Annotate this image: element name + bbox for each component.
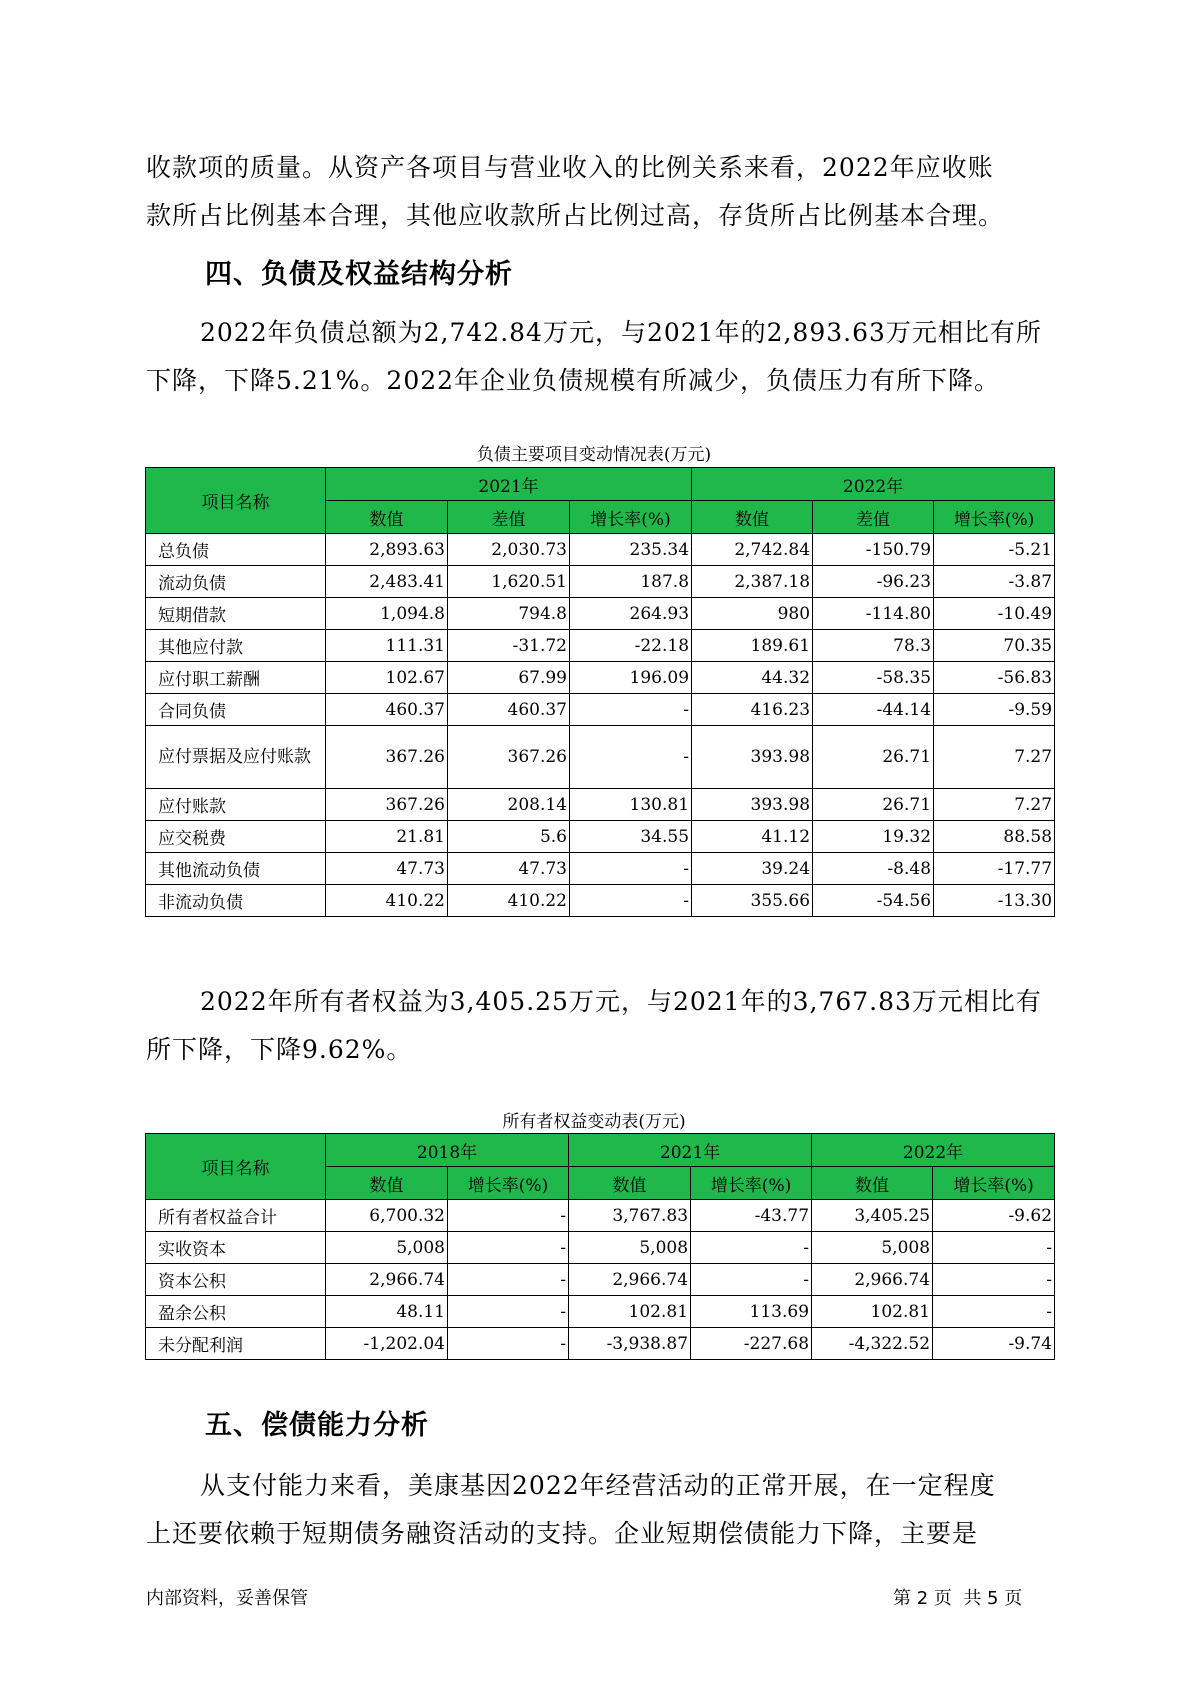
table-cell: 2,030.73 — [448, 534, 570, 566]
table-cell: 2,966.74 — [569, 1264, 691, 1296]
table-cell: 187.8 — [570, 566, 692, 598]
table-cell: - — [933, 1232, 1055, 1264]
row-label: 资本公积 — [146, 1264, 326, 1296]
table-cell: 367.26 — [326, 726, 448, 789]
table-cell: -96.23 — [813, 566, 934, 598]
column-header: 数值 — [569, 1167, 691, 1200]
table-cell: 70.35 — [934, 630, 1055, 662]
row-label: 实收资本 — [146, 1232, 326, 1264]
table-cell: 78.3 — [813, 630, 934, 662]
table-row — [146, 726, 1055, 789]
row-label: 所有者权益合计 — [146, 1200, 326, 1232]
table-cell: -54.56 — [813, 885, 934, 917]
table-caption: 负债主要项目变动情况表(万元) — [476, 445, 712, 465]
table-cell: 6,700.32 — [326, 1200, 448, 1232]
table-cell: 1,094.8 — [326, 598, 448, 630]
table-cell: -9.74 — [933, 1328, 1055, 1360]
table-cell: 5,008 — [812, 1232, 933, 1264]
table-cell: 189.61 — [692, 630, 813, 662]
table-cell: 1,620.51 — [448, 566, 570, 598]
column-header: 增长率(%) — [448, 1167, 569, 1200]
table-cell: 47.73 — [448, 853, 570, 885]
section-heading: 五、偿债能力分析 — [205, 1410, 429, 1441]
table-cell: 980 — [692, 598, 813, 630]
table-row — [146, 1264, 1055, 1296]
paragraph-line: 所下降，下降9.62%。 — [146, 1035, 413, 1064]
table-cell: 208.14 — [448, 789, 570, 821]
column-header: 增长率(%) — [691, 1167, 812, 1200]
row-label: 其他流动负债 — [146, 853, 326, 885]
table-cell: -3.87 — [934, 566, 1055, 598]
table-cell: 196.09 — [570, 662, 692, 694]
table-cell: 3,767.83 — [569, 1200, 691, 1232]
row-label: 合同负债 — [146, 694, 326, 726]
table-row — [146, 1232, 1055, 1264]
table-cell: 48.11 — [326, 1296, 448, 1328]
table-cell: -9.62 — [933, 1200, 1055, 1232]
table-row — [146, 1328, 1055, 1360]
table-cell: -31.72 — [448, 630, 570, 662]
table-cell: - — [933, 1264, 1055, 1296]
table-cell: - — [691, 1232, 812, 1264]
table-cell: 264.93 — [570, 598, 692, 630]
table-row — [146, 694, 1055, 726]
column-header: 数值 — [326, 1167, 448, 1200]
column-header-name: 项目名称 — [146, 1134, 326, 1200]
table-cell: 393.98 — [692, 726, 813, 789]
row-label: 应付账款 — [146, 789, 326, 821]
table-cell: - — [448, 1200, 569, 1232]
table-cell: 44.32 — [692, 662, 813, 694]
column-group-header: 2022年 — [812, 1134, 1055, 1167]
column-header: 数值 — [692, 501, 813, 534]
table-row — [146, 853, 1055, 885]
column-header: 差值 — [813, 501, 934, 534]
row-label: 流动负债 — [146, 566, 326, 598]
table-cell: - — [570, 885, 692, 917]
table-cell: -114.80 — [813, 598, 934, 630]
table-row — [146, 598, 1055, 630]
row-label: 其他应付款 — [146, 630, 326, 662]
table-cell: 355.66 — [692, 885, 813, 917]
table-cell: 88.58 — [934, 821, 1055, 853]
table-cell: -1,202.04 — [326, 1328, 448, 1360]
table-caption: 所有者权益变动表(万元) — [502, 1112, 686, 1132]
column-header: 增长率(%) — [570, 501, 692, 534]
table-cell: 460.37 — [448, 694, 570, 726]
column-group-header: 2021年 — [569, 1134, 812, 1167]
row-label: 短期借款 — [146, 598, 326, 630]
table-cell: 113.69 — [691, 1296, 812, 1328]
column-group-header: 2022年 — [692, 468, 1055, 501]
table-cell: 111.31 — [326, 630, 448, 662]
section4-paragraph1 — [146, 309, 1046, 405]
table-cell: - — [570, 726, 692, 789]
table-row — [146, 1200, 1055, 1232]
paragraph-line: 收款项的质量。从资产各项目与营业收入的比例关系来看，2022年应收账 — [146, 153, 994, 182]
table-cell: 235.34 — [570, 534, 692, 566]
column-header: 数值 — [812, 1167, 933, 1200]
column-group-header: 2018年 — [326, 1134, 569, 1167]
table-cell: -3,938.87 — [569, 1328, 691, 1360]
table-cell: -43.77 — [691, 1200, 812, 1232]
table-cell: - — [933, 1296, 1055, 1328]
paragraph-line: 上还要依赖于短期债务融资活动的支持。企业短期偿债能力下降，主要是 — [146, 1519, 979, 1548]
table-cell: -9.59 — [934, 694, 1055, 726]
row-label: 未分配利润 — [146, 1328, 326, 1360]
table-row — [146, 534, 1055, 566]
table-row — [146, 630, 1055, 662]
table-cell: 2,483.41 — [326, 566, 448, 598]
table-cell: -227.68 — [691, 1328, 812, 1360]
liabilities-table — [145, 467, 1055, 917]
table-row — [146, 789, 1055, 821]
table-cell: 2,742.84 — [692, 534, 813, 566]
table-cell: -56.83 — [934, 662, 1055, 694]
section4-paragraph2 — [146, 978, 1046, 1074]
row-label: 总负债 — [146, 534, 326, 566]
table-cell: 2,893.63 — [326, 534, 448, 566]
table-cell: 416.23 — [692, 694, 813, 726]
paragraph-line: 下降，下降5.21%。2022年企业负债规模有所减少，负债压力有所下降。 — [146, 366, 1001, 395]
table-cell: -5.21 — [934, 534, 1055, 566]
column-header: 数值 — [326, 501, 448, 534]
table-cell: 367.26 — [326, 789, 448, 821]
column-header: 差值 — [448, 501, 570, 534]
column-header: 增长率(%) — [933, 1167, 1055, 1200]
table-cell: - — [448, 1328, 569, 1360]
intro-paragraph — [146, 144, 1046, 240]
table-cell: 2,966.74 — [812, 1264, 933, 1296]
table-row — [146, 566, 1055, 598]
footer-confidential-note: 内部资料，妥善保管 — [146, 1588, 308, 1609]
table-cell: 102.81 — [812, 1296, 933, 1328]
table-cell: 21.81 — [326, 821, 448, 853]
table-cell: 5.6 — [448, 821, 570, 853]
table-cell: 5,008 — [569, 1232, 691, 1264]
table-cell: - — [570, 694, 692, 726]
table-cell: -150.79 — [813, 534, 934, 566]
table-row — [146, 1296, 1055, 1328]
table-cell: -44.14 — [813, 694, 934, 726]
table-row — [146, 821, 1055, 853]
equity-table — [145, 1133, 1055, 1360]
table-cell: -8.48 — [813, 853, 934, 885]
table-cell: -22.18 — [570, 630, 692, 662]
table-cell: 460.37 — [326, 694, 448, 726]
table-cell: 410.22 — [326, 885, 448, 917]
section5-paragraph — [146, 1462, 1046, 1558]
table-cell: 26.71 — [813, 789, 934, 821]
paragraph-line: 2022年负债总额为2,742.84万元，与2021年的2,893.63万元相比有所 — [200, 318, 1042, 347]
column-header: 增长率(%) — [934, 501, 1055, 534]
table-cell: 102.81 — [569, 1296, 691, 1328]
table-cell: 41.12 — [692, 821, 813, 853]
table-cell: 3,405.25 — [812, 1200, 933, 1232]
table-cell: 2,966.74 — [326, 1264, 448, 1296]
table-cell: -58.35 — [813, 662, 934, 694]
table-cell: 102.67 — [326, 662, 448, 694]
table-cell: 26.71 — [813, 726, 934, 789]
table-cell: -4,322.52 — [812, 1328, 933, 1360]
column-header-name: 项目名称 — [146, 468, 326, 534]
table-cell: 19.32 — [813, 821, 934, 853]
table-row — [146, 662, 1055, 694]
paragraph-line: 2022年所有者权益为3,405.25万元，与2021年的3,767.83万元相比有 — [200, 987, 1042, 1016]
row-label: 盈余公积 — [146, 1296, 326, 1328]
table-cell: -17.77 — [934, 853, 1055, 885]
row-label: 应付职工薪酬 — [146, 662, 326, 694]
row-label: 应交税费 — [146, 821, 326, 853]
table-row — [146, 885, 1055, 917]
table-cell: - — [448, 1296, 569, 1328]
table-cell: 794.8 — [448, 598, 570, 630]
row-label: 非流动负债 — [146, 885, 326, 917]
table-cell: -10.49 — [934, 598, 1055, 630]
table-cell: 7.27 — [934, 726, 1055, 789]
table-cell: -13.30 — [934, 885, 1055, 917]
row-label: 应付票据及应付账款 — [146, 726, 326, 789]
table-cell: 39.24 — [692, 853, 813, 885]
paragraph-line: 款所占比例基本合理，其他应收款所占比例过高，存货所占比例基本合理。 — [146, 201, 1005, 230]
column-group-header: 2021年 — [326, 468, 692, 501]
table-cell: 367.26 — [448, 726, 570, 789]
table-cell: - — [570, 853, 692, 885]
table-cell: - — [448, 1232, 569, 1264]
paragraph-line: 从支付能力来看，美康基因2022年经营活动的正常开展，在一定程度 — [200, 1471, 996, 1500]
table-cell: - — [448, 1264, 569, 1296]
footer-page-number: 第 2 页 共 5 页 — [893, 1588, 1023, 1609]
table-cell: 2,387.18 — [692, 566, 813, 598]
table-cell: 410.22 — [448, 885, 570, 917]
table-cell: 130.81 — [570, 789, 692, 821]
section-heading: 四、负债及权益结构分析 — [205, 259, 513, 290]
table-cell: 47.73 — [326, 853, 448, 885]
table-cell: 34.55 — [570, 821, 692, 853]
table-cell: 67.99 — [448, 662, 570, 694]
table-cell: 7.27 — [934, 789, 1055, 821]
table-cell: 5,008 — [326, 1232, 448, 1264]
table-cell: 393.98 — [692, 789, 813, 821]
table-cell: - — [691, 1264, 812, 1296]
